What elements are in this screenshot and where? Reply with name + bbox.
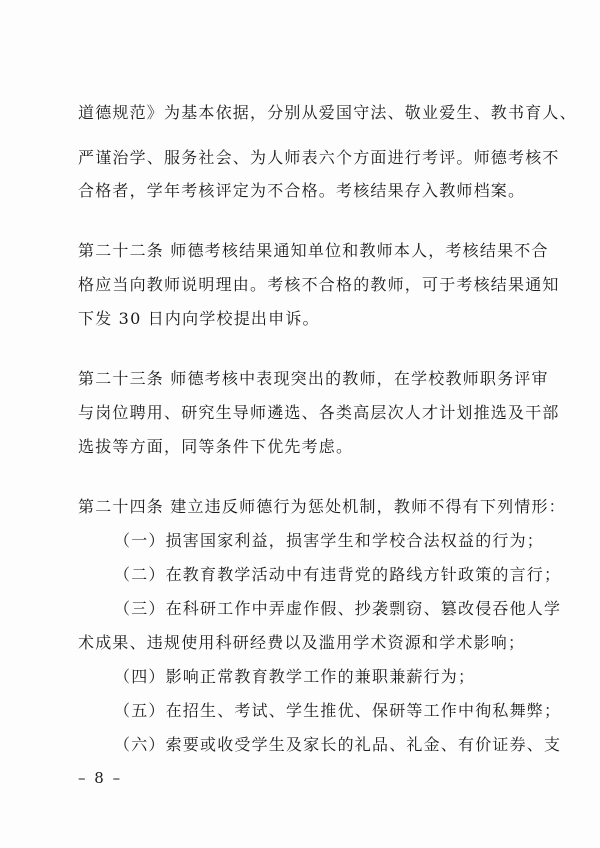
text-line: 格应当向教师说明理由。考核不合格的教师，可于考核结果通知 [78,275,560,294]
text-line: 合格者，学年考核评定为不合格。考核结果存入教师档案。 [78,181,526,200]
text-line: 与岗位聘用、研究生导师遴选、各类高层次人才计划推选及干部 [78,403,560,422]
list-item: （四）影响正常教育教学工作的兼职兼薪行为； [114,667,476,686]
article-24-heading-line: 第二十四条 建立违反师德行为惩处机制，教师不得有下列情形： [78,497,566,516]
list-item: （二）在教育教学活动中有违背党的路线方针政策的言行； [114,565,562,584]
text-line: 选拔等方面，同等条件下优先考虑。 [78,437,354,456]
article-22-heading-line: 第二十二条 师德考核结果通知单位和教师本人，考核结果不合 [78,241,549,260]
list-item: （六）索要或收受学生及家长的礼品、礼金、有价证券、支 [114,735,562,754]
list-item: （一）损害国家利益，损害学生和学校合法权益的行为； [114,531,545,550]
list-item: （五）在招生、考试、学生推优、保研等工作中徇私舞弊； [114,701,562,720]
text-line: 下发 30 日内向学校提出申诉。 [78,309,320,328]
text-line: 严谨治学、服务社会、为人师表六个方面进行考评。师德考核不 [78,148,560,167]
page-number: – 8 – [78,769,123,787]
list-item-continuation: 术成果、违规使用科研经费以及滥用学术资源和学术影响； [78,633,526,652]
text-line: 道德规范》为基本依据，分别从爱国守法、敬业爱生、教书育人、 [78,103,577,122]
article-23-heading-line: 第二十三条 师德考核中表现突出的教师，在学校教师职务评审 [78,369,549,388]
list-item: （三）在科研工作中弄虚作假、抄袭剽窃、篡改侵吞他人学 [114,599,562,618]
